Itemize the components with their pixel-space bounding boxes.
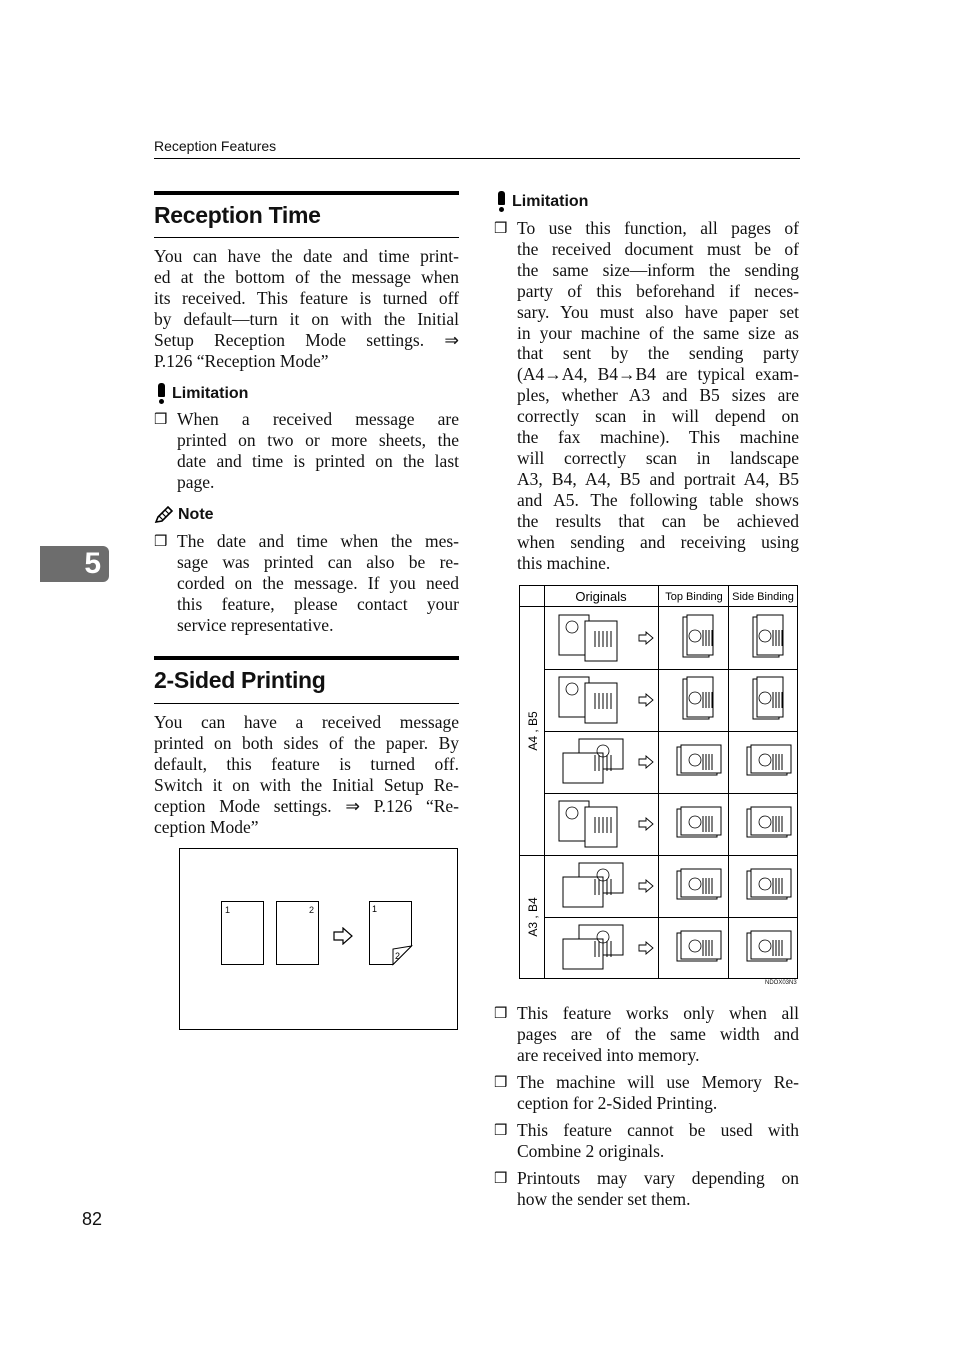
header-rule: [154, 158, 800, 159]
checkbox-icon: ❒: [154, 410, 168, 428]
two-sided-figure: [179, 848, 458, 1030]
section-title-reception-time: Reception Time: [154, 202, 321, 228]
two-sided-body: You can have a received message printed on both sides of the paper. By default, this feature is turned off. Switch it on with the Initial Setup Re- ception Mode settings. ⇒ P.126 “Re- ception Mode”: [154, 712, 459, 837]
chapter-tab: [40, 546, 109, 582]
section-title-2-sided-printing: 2-Sided Printing: [154, 667, 326, 693]
exclamation-icon: [494, 191, 508, 213]
binding-result-illustration: [677, 745, 721, 775]
section-rule-top: [154, 191, 459, 195]
binding-result-illustration: [753, 677, 783, 719]
page-number: 82: [82, 1209, 103, 1229]
checkbox-icon: ❒: [494, 1121, 508, 1139]
note-heading: Note: [154, 506, 214, 524]
col-originals: Originals: [575, 589, 627, 604]
col-side-binding: Side Binding: [732, 591, 794, 603]
binding-result-illustration: [677, 807, 721, 837]
limitation-heading: Limitation: [154, 383, 248, 405]
binding-result-illustration: [683, 615, 713, 657]
binding-table: [519, 585, 798, 979]
original-sheets-illustration: [559, 615, 617, 661]
group-a3-b4: A3 , B4: [526, 897, 540, 937]
duplex-output-page: [369, 901, 414, 967]
original-page-1: 1: [221, 901, 264, 965]
binding-result-illustration: [747, 869, 791, 899]
checkbox-icon: ❒: [494, 1169, 508, 1187]
section-rule-bottom: [154, 237, 459, 238]
limitation-heading: Limitation: [494, 191, 588, 213]
limitation-item: ❒ To use this function, all pages of the received document must be of the same size—inform the sending party of this beforehand if neces- sary. You must also have paper set in your machine of the same size as that sent by the sending party (A4→A4, B4→B4 are typical exam- ples, whether A3 and B5 sizes are correctly scan in will depend on the fax machine). This machine will correctly scan in landscape A3, B4, A4, B5 and portrait A4, B5 and A5. The following table shows the results that can be achieved when sending and receiving using this machine.: [494, 218, 799, 573]
original-sheets-illustration: [559, 801, 617, 847]
exclamation-icon: [154, 383, 168, 405]
binding-result-illustration: [753, 615, 783, 657]
list-item: ❒ This feature cannot be used with Combine 2 originals.: [494, 1120, 799, 1161]
binding-result-illustration: [747, 745, 791, 775]
limitation-item: ❒ When a received message are printed on two or more sheets, the date and time is printed on the last page.: [154, 409, 459, 492]
section-rule-top: [154, 656, 459, 660]
chapter-number: 5: [84, 547, 101, 580]
svg-text:2: 2: [395, 951, 401, 961]
pencil-icon: [154, 506, 174, 524]
checkbox-icon: ❒: [494, 1004, 508, 1022]
list-item: ❒ The machine will use Memory Re- ception for 2-Sided Printing.: [494, 1072, 799, 1113]
binding-result-illustration: [747, 807, 791, 837]
list-item: ❒ This feature works only when all pages are of the same width and are received into memory.: [494, 1003, 799, 1065]
binding-result-illustration: [683, 677, 713, 719]
svg-text:1: 1: [372, 904, 378, 914]
running-header: Reception Features: [154, 138, 277, 154]
group-a4-b5: A4 , B5: [526, 711, 540, 751]
section-rule-bottom: [154, 703, 459, 704]
checkbox-icon: ❒: [494, 1073, 508, 1091]
checkbox-icon: ❒: [494, 219, 508, 237]
list-item: ❒ Printouts may vary depending on how the sender set them.: [494, 1168, 799, 1209]
note-item: ❒ The date and time when the mes- sage was printed can also be re- corded on the message. If you need this feature, please contact your service representative.: [154, 531, 459, 635]
original-page-2: 2: [276, 901, 319, 965]
checkbox-icon: ❒: [154, 532, 168, 550]
binding-result-illustration: [747, 931, 791, 961]
binding-result-illustration: [677, 931, 721, 961]
binding-result-illustration: [677, 869, 721, 899]
binding-table-grid: [519, 585, 798, 979]
arrow-right-icon: [333, 927, 353, 945]
original-sheets-illustration: [559, 677, 617, 723]
figure-reference-code: NDOX03N3: [765, 980, 797, 986]
reception-time-body: You can have the date and time print- ed at the bottom of the message when its received. This feature is turned off by default—turn it on with the Initial Setup Reception Mode settings. ⇒ P.126 “Reception Mode”: [154, 246, 459, 371]
col-top-binding: Top Binding: [665, 591, 723, 603]
